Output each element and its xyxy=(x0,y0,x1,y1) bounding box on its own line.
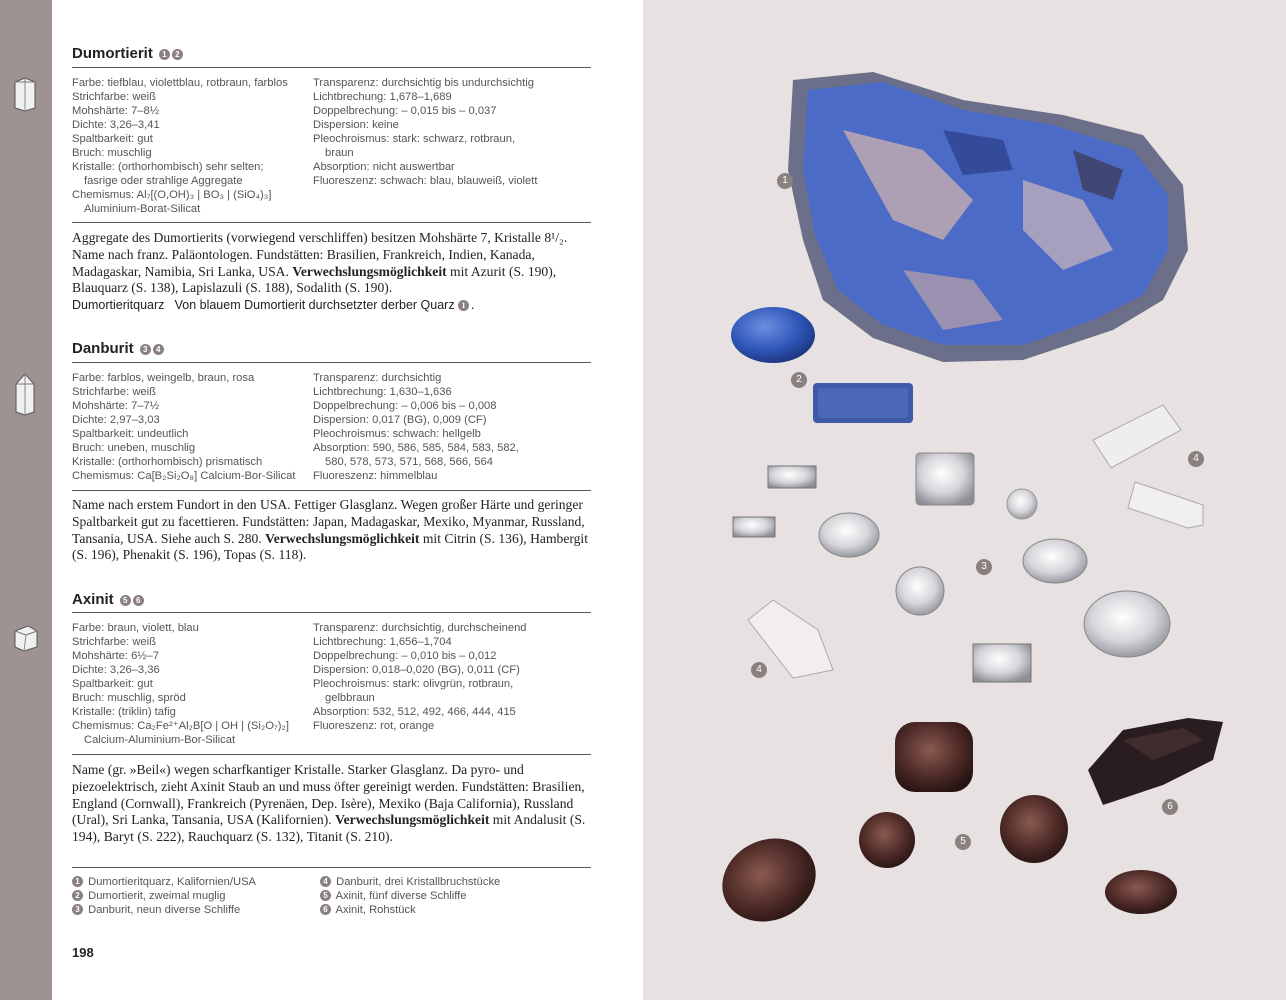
property-line: Chemismus: Al₇[(O,OH)₃ | BO₃ | (SiO₄)₃] xyxy=(72,189,272,201)
property-line: Strichfarbe: weiß xyxy=(72,91,156,103)
mineral-name: Danburit xyxy=(72,340,134,357)
property-line: Chemismus: Ca₂Fe²⁺Al₂B[O | OH | (Si₂O₇)₂] xyxy=(72,720,289,732)
description-text: Aggregate des Dumortierits (vorwiegend verschliffen) besitzen Mohshärte 7, Kristalle 8¹/₂. Name nach franz. Paläontologen. Fundstätten: Brasilien, Frankreich, Indien, Kanada, Madagaskar, Namibia, Sri Lanka, USA. Verwechslungsmöglichkeit mit Azurit (S. 190), Blauquarz (S. 138), Lapislazuli (S. 188), Sodalith (S. 190). Dumortieritquarz Von blauem Dumortierit durchsetzter derber Quarz 1 . xyxy=(72,230,568,313)
property-line: Transparenz: durchsichtig bis undurchsichtig xyxy=(313,77,534,89)
variety-text: Von blauem Dumortierit durchsetzter derber Quarz xyxy=(174,298,455,313)
caption-item: 6 Axinit, Rohstück xyxy=(320,903,580,917)
photo-ref-badge: 1 xyxy=(458,300,469,311)
property-line: Spaltbarkeit: gut xyxy=(72,678,153,690)
axinite-rough xyxy=(1088,718,1223,805)
description-text: Name (gr. »Beil«) wegen scharfkantiger Kristalle. Starker Glasglanz. Da pyro- und piezoelektrisch, zieht Axinit Staub an und muss öfter gereinigt werden. Fundstätten: Brasilien, England (Cornwall), Frankreich (Pyrenäen, Dep. Isère), Mexiko (Baja California), Russland (Ural), Sri Lanka, Tansania, USA (Kalifornien). Verwechslungsmöglichkeit mit Andalusit (S. 194), Baryt (S. 222), Rauchquarz (S. 132), Titanit (S. 210). xyxy=(72,762,586,845)
property-line: Pleochroismus: stark: schwarz, rotbraun, xyxy=(313,133,516,145)
divider xyxy=(72,490,591,491)
gemstone-photo xyxy=(643,0,1286,1000)
property-line: Doppelbrechung: – 0,010 bis – 0,012 xyxy=(313,650,497,662)
property-line: Mohshärte: 7–7½ xyxy=(72,400,160,412)
property-line: Transparenz: durchsichtig, durchscheinend xyxy=(313,622,527,634)
property-line: Fluoreszenz: schwach: blau, blauweiß, violett xyxy=(313,175,538,187)
property-line: gelbbraun xyxy=(325,692,375,704)
dumortierite-rock xyxy=(788,72,1188,362)
confusion-label: Verwechslungsmöglichkeit xyxy=(335,812,490,828)
mineral-title xyxy=(72,45,185,62)
property-line: Farbe: braun, violett, blau xyxy=(72,622,199,634)
property-line: Absorption: 590, 586, 585, 584, 583, 582, xyxy=(313,442,519,454)
photo-marker: 3 xyxy=(976,559,992,575)
caption-item: 1 Dumortieritquarz, Kalifornien/USA xyxy=(72,875,322,889)
property-line: Spaltbarkeit: undeutlich xyxy=(72,428,189,440)
caption-item: 3 Danburit, neun diverse Schliffe xyxy=(72,903,322,917)
property-line: Dichte: 3,26–3,41 xyxy=(72,119,160,131)
description-text: Name nach erstem Fundort in den USA. Fettiger Glasglanz. Wegen großer Härte und geringer Spaltbarkeit gut zu facettieren. Fundstätten: Japan, Madagaskar, Mexiko, Myanmar, Russland, Tansania, USA. Siehe auch S. 280. Verwechslungsmöglichkeit mit Citrin (S. 136), Hambergit (S. 196), Phenakit (S. 196), Topas (S. 118). xyxy=(72,497,588,563)
divider xyxy=(72,67,591,68)
property-line: Aluminium-Borat-Silicat xyxy=(84,203,201,215)
property-line: Absorption: nicht auswertbar xyxy=(313,161,455,173)
confusion-label: Verwechslungsmöglichkeit xyxy=(265,530,420,546)
property-line: Mohshärte: 6½–7 xyxy=(72,650,160,662)
tabular-crystal-icon xyxy=(12,623,38,653)
photo-ref-badge: 1 xyxy=(159,49,170,60)
property-line: Kristalle: (orthorhombisch) sehr selten; xyxy=(72,161,264,173)
photo-marker: 6 xyxy=(1162,799,1178,815)
property-line: Pleochroismus: stark: olivgrün, rotbraun, xyxy=(313,678,514,690)
text-page xyxy=(52,0,643,1000)
prismatic-crystal-icon xyxy=(12,372,38,416)
photo-page xyxy=(643,0,1286,1000)
property-line: Transparenz: durchsichtig xyxy=(313,372,442,384)
variety-term: Dumortieritquarz xyxy=(72,298,165,313)
property-line: Mohshärte: 7–8½ xyxy=(72,105,160,117)
property-line: Kristalle: (orthorhombisch) prismatisch xyxy=(72,456,263,468)
photo-ref-badge: 5 xyxy=(120,595,131,606)
property-line: Fluoreszenz: rot, orange xyxy=(313,720,435,732)
divider xyxy=(72,362,591,363)
columnar-crystal-icon xyxy=(12,76,38,112)
photo-marker: 2 xyxy=(791,372,807,388)
property-line: Dichte: 3,26–3,36 xyxy=(72,664,160,676)
property-line: Strichfarbe: weiß xyxy=(72,636,156,648)
mineral-name: Dumortierit xyxy=(72,45,153,62)
divider xyxy=(72,612,591,613)
caption-item: 4 Danburit, drei Kristallbruchstücke xyxy=(320,875,580,889)
mineral-title xyxy=(72,340,166,357)
property-line: Doppelbrechung: – 0,006 bis – 0,008 xyxy=(313,400,497,412)
property-line: Kristalle: (triklin) tafig xyxy=(72,706,176,718)
divider xyxy=(72,867,591,868)
property-line: Spaltbarkeit: gut xyxy=(72,133,153,145)
property-line: Farbe: farblos, weingelb, braun, rosa xyxy=(72,372,255,384)
property-line: Lichtbrechung: 1,630–1,636 xyxy=(313,386,452,398)
property-line: Bruch: muschlig xyxy=(72,147,152,159)
page-number: 198 xyxy=(72,945,94,960)
dumortierite-cabochon xyxy=(731,307,815,363)
mineral-name: Axinit xyxy=(72,591,114,608)
photo-marker: 5 xyxy=(955,834,971,850)
property-line: braun xyxy=(325,147,354,159)
photo-ref-badge: 6 xyxy=(133,595,144,606)
property-line: Dispersion: keine xyxy=(313,119,399,131)
property-line: Chemismus: Ca[B₂Si₂O₈] Calcium-Bor-Silicat xyxy=(72,470,296,482)
photo-ref-badge: 4 xyxy=(153,344,164,355)
confusion-label: Verwechslungsmöglichkeit xyxy=(292,263,447,279)
property-line: Bruch: muschlig, spröd xyxy=(72,692,186,704)
caption-item: 5 Axinit, fünf diverse Schliffe xyxy=(320,889,580,903)
property-line: Farbe: tiefblau, violettblau, rotbraun, farblos xyxy=(72,77,288,89)
property-line: Dichte: 2,97–3,03 xyxy=(72,414,160,426)
page-edge-tab xyxy=(0,0,52,1000)
photo-marker: 4 xyxy=(1188,451,1204,467)
property-line: Lichtbrechung: 1,678–1,689 xyxy=(313,91,452,103)
divider xyxy=(72,222,591,223)
photo-marker: 1 xyxy=(777,173,793,189)
property-line: 580, 578, 573, 571, 568, 566, 564 xyxy=(325,456,493,468)
photo-ref-badge: 2 xyxy=(172,49,183,60)
mineral-title xyxy=(72,591,146,608)
property-line: Doppelbrechung: – 0,015 bis – 0,037 xyxy=(313,105,497,117)
property-line: Dispersion: 0,018–0,020 (BG), 0,011 (CF) xyxy=(313,664,520,676)
property-line: Calcium-Aluminium-Bor-Silicat xyxy=(84,734,236,746)
property-line: fasrige oder strahlige Aggregate xyxy=(84,175,243,187)
divider xyxy=(72,754,591,755)
property-line: Lichtbrechung: 1,656–1,704 xyxy=(313,636,452,648)
photo-ref-badge: 3 xyxy=(140,344,151,355)
property-line: Absorption: 532, 512, 492, 466, 444, 415 xyxy=(313,706,516,718)
photo-marker: 4 xyxy=(751,662,767,678)
caption-item: 2 Dumortierit, zweimal muglig xyxy=(72,889,322,903)
property-line: Dispersion: 0,017 (BG), 0,009 (CF) xyxy=(313,414,487,426)
property-line: Fluoreszenz: himmelblau xyxy=(313,470,438,482)
property-line: Strichfarbe: weiß xyxy=(72,386,156,398)
property-line: Bruch: uneben, muschlig xyxy=(72,442,196,454)
property-line: Pleochroismus: schwach: hellgelb xyxy=(313,428,481,440)
